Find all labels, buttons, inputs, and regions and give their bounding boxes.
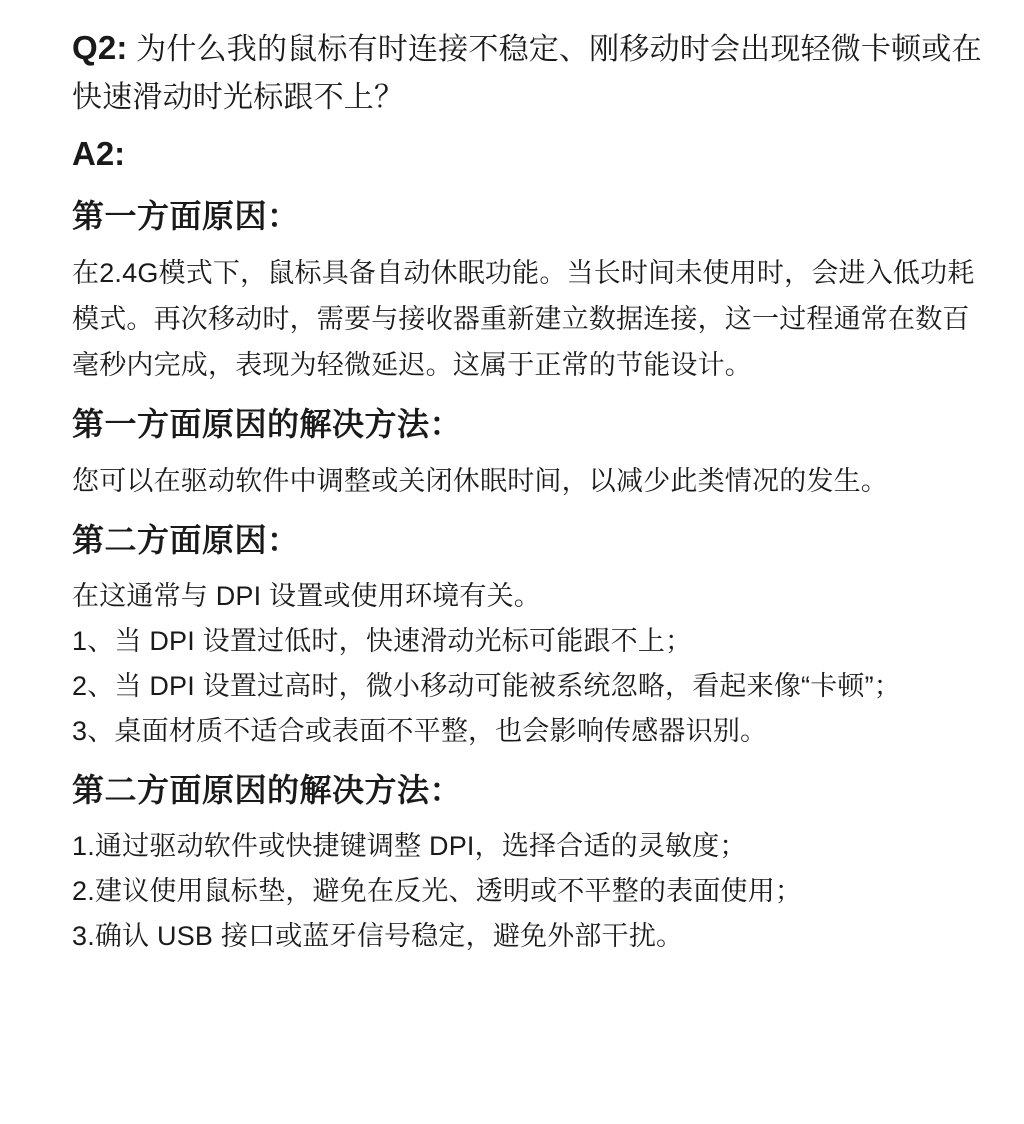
list-item: 2.建议使用鼠标垫，避免在反光、透明或不平整的表面使用；	[72, 876, 803, 906]
section-cause-one	[72, 188, 994, 388]
section-heading-cause-two: 第二方面原因：	[72, 522, 300, 558]
list-item: 1.通过驱动软件或快捷键调整 DPI，选择合适的灵敏度；	[72, 831, 747, 861]
question-text: 为什么我的鼠标有时连接不稳定、刚移动时会出现轻微卡顿或在快速滑动时光标跟不上？	[72, 33, 982, 114]
section-paragraph-cause-one: 在2.4G模式下，鼠标具备自动休眠功能。当长时间未使用时，会进入低功耗模式。再次移动时，需要与接收器重新建立数据连接，这一过程通常在数百毫秒内完成，表现为轻微延迟。这属于正常的节能设计。	[72, 258, 975, 380]
question-line	[72, 24, 994, 122]
solution-two-list	[72, 824, 994, 959]
section-cause-two	[72, 512, 994, 754]
section-heading-solution-one: 第一方面原因的解决方法：	[72, 406, 463, 442]
section-solution-two	[72, 762, 994, 959]
list-item: 3、桌面材质不适合或表面不平整，也会影响传感器识别。	[72, 716, 768, 746]
section-paragraph-solution-one: 您可以在驱动软件中调整或关闭休眠时间，以减少此类情况的发生。	[72, 466, 888, 496]
list-item: 1、当 DPI 设置过低时，快速滑动光标可能跟不上；	[72, 626, 693, 656]
answer-label: A2:	[72, 135, 126, 172]
list-item: 3.确认 USB 接口或蓝牙信号稳定，避免外部干扰。	[72, 921, 684, 951]
cause-two-list	[72, 619, 994, 754]
section-paragraph-cause-two: 在这通常与 DPI 设置或使用环境有关。	[72, 581, 542, 611]
section-heading-cause-one: 第一方面原因：	[72, 198, 300, 234]
section-heading-solution-two: 第二方面原因的解决方法：	[72, 772, 463, 808]
list-item: 2、当 DPI 设置过高时，微小移动可能被系统忽略，看起来像“卡顿”；	[72, 671, 902, 701]
section-solution-one	[72, 396, 994, 504]
question-label: Q2:	[72, 29, 128, 66]
